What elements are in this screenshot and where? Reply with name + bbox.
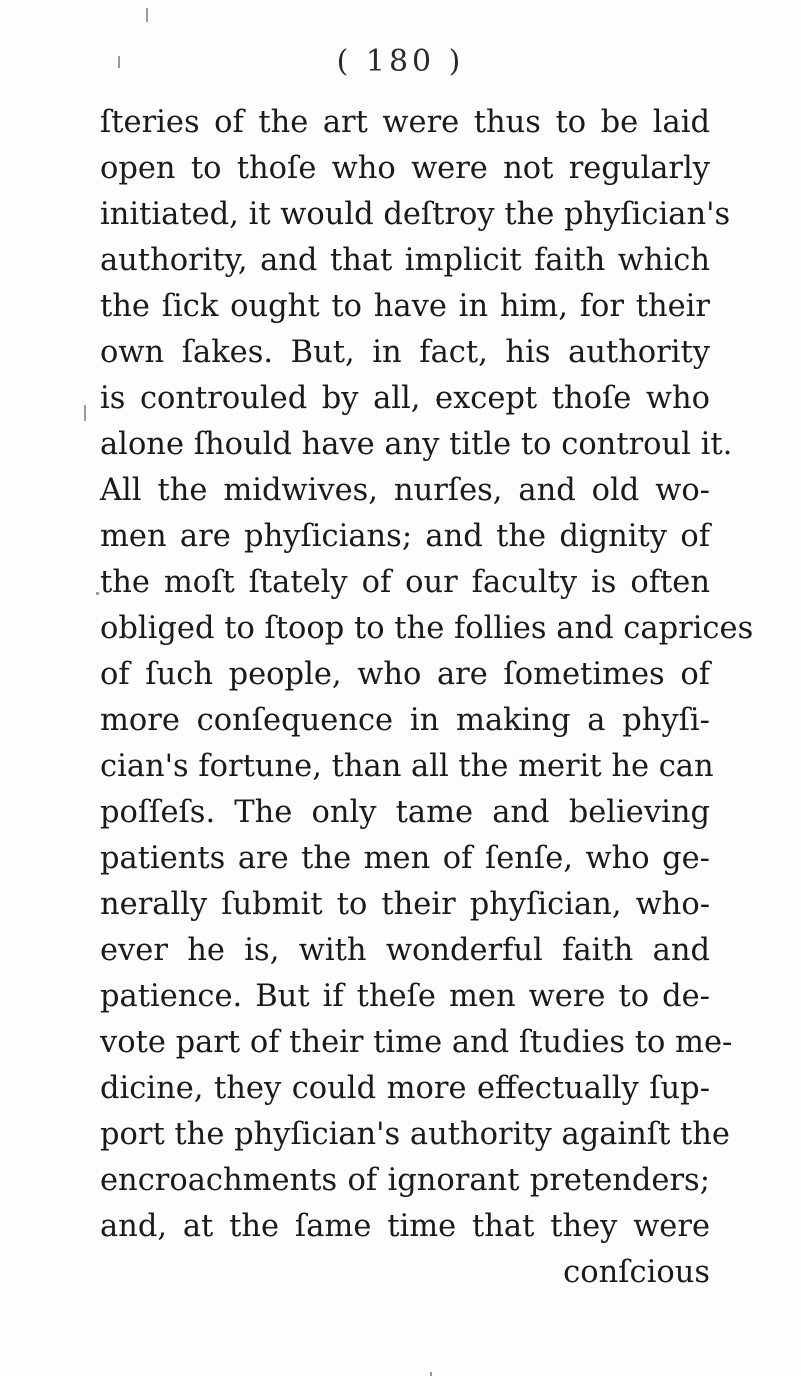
text-line: and, at the ſame time that they were <box>100 1209 710 1244</box>
text-line: men are phyſicians; and the dignity of <box>100 519 710 554</box>
text-line: is controuled by all, except thoſe who <box>100 381 710 416</box>
text-line: patience. But if theſe men were to de- <box>100 979 710 1014</box>
text-line: authority, and that implicit faith which <box>100 243 710 278</box>
text-line: open to thoſe who were not regularly <box>100 151 710 186</box>
text-line: alone ſhould have any title to controul it. <box>100 427 733 462</box>
scan-speck <box>96 592 99 595</box>
text-line: vote part of their time and ſtudies to me- <box>100 1025 733 1060</box>
catchword: conſcious <box>563 1255 710 1290</box>
text-line: dicine, they could more effectually ſup- <box>100 1071 710 1106</box>
text-line: poſſeſs. The only tame and believing <box>100 795 710 830</box>
scan-speck <box>146 8 148 22</box>
text-line: cian's fortune, than all the merit he can <box>100 749 714 784</box>
text-line: encroachments of ignorant pretenders; <box>100 1163 710 1198</box>
scan-speck <box>430 1372 432 1376</box>
body-text <box>100 100 754 1296</box>
text-line: more conſequence in making a phyſi- <box>100 703 710 738</box>
text-line: the moſt ſtately of our faculty is often <box>100 565 710 600</box>
page-number-header: ( 180 ) <box>336 44 465 79</box>
scan-speck <box>118 56 120 68</box>
text-line: patients are the men of ſenſe, who ge- <box>100 841 710 876</box>
text-line: All the midwives, nurſes, and old wo- <box>100 473 710 508</box>
scan-speck <box>84 405 86 421</box>
text-line: ſteries of the art were thus to be laid <box>100 105 710 140</box>
text-line: nerally ſubmit to their phyſician, who- <box>100 887 710 922</box>
text-line: initiated, it would deſtroy the phyſician's <box>100 197 731 232</box>
text-line: own ſakes. But, in fact, his authority <box>100 335 710 370</box>
text-line: obliged to ſtoop to the follies and caprices <box>100 611 754 646</box>
text-line: ever he is, with wonderful faith and <box>100 933 710 968</box>
text-line: the ſick ought to have in him, for their <box>100 289 710 324</box>
text-line: of ſuch people, who are ſometimes of <box>100 657 710 692</box>
text-line: port the phyſician's authority againſt the <box>100 1117 730 1152</box>
